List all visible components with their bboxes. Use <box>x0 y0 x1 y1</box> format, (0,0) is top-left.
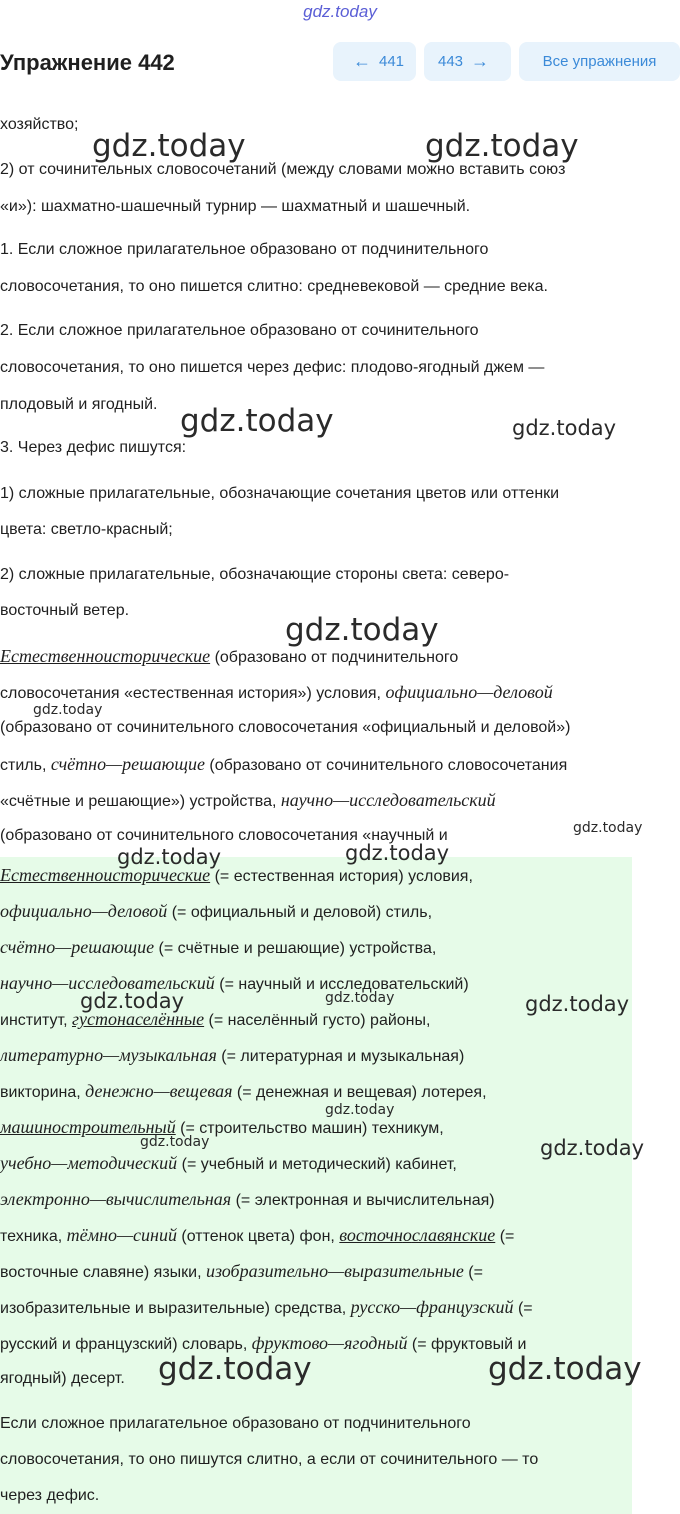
text-line: словосочетания, то оно пишется через дефис: плодово-ягодный джем — <box>0 359 545 376</box>
text-line: 2) сложные прилагательные, обозначающие стороны света: северо- <box>0 566 510 583</box>
word: официально—деловой <box>385 682 553 702</box>
text-line: (образовано от сочинительного словосочетания «официальный и деловой») <box>0 719 571 736</box>
watermark: gdz.today <box>425 128 579 164</box>
answer-line: электронно—вычислительная (= электронная и вычислительная) <box>0 1189 495 1209</box>
next-exercise-label: 443 <box>437 53 464 70</box>
watermark: gdz.today <box>540 1136 645 1160</box>
answer-line: официально—деловой (= официальный и деловой) стиль, <box>0 901 433 921</box>
text-line: 2. Если сложное прилагательное образовано от сочинительного <box>0 322 479 339</box>
watermark: gdz.today <box>33 702 103 718</box>
text-line: хозяйство; <box>0 116 79 133</box>
word: тёмно—синий <box>66 1225 177 1245</box>
answer-line: словосочетания, то оно пишутся слитно, а если от сочинительного — то <box>0 1451 539 1468</box>
next-exercise-button[interactable] <box>424 42 511 81</box>
text-line: 2) от сочинительных словосочетаний (между словами можно вставить союз <box>0 161 566 178</box>
word: фруктово—ягодный <box>251 1333 408 1353</box>
answer-line: научно—исследовательский (= научный и исследовательский) <box>0 973 469 993</box>
word: русско—французский <box>350 1297 514 1317</box>
text-line: восточный ветер. <box>0 602 130 619</box>
prev-exercise-label: 441 <box>378 53 405 70</box>
text-line: плодовый и ягодный. <box>0 396 158 413</box>
answer-line: литературно—музыкальная (= литературная и музыкальная) <box>0 1045 465 1065</box>
answer-line: восточные славяне) языки, изобразительно—выразительные (= <box>0 1261 483 1281</box>
site-watermark-top[interactable]: gdz.today <box>303 2 377 21</box>
text-line: 1. Если сложное прилагательное образовано от подчинительного <box>0 241 489 258</box>
word: научно—исследовательский <box>0 973 215 993</box>
answer-line: ягодный) десерт. <box>0 1370 125 1387</box>
text-line: (образовано от сочинительного словосочетания «научный и <box>0 827 448 844</box>
text-line: цвета: светло-красный; <box>0 521 173 538</box>
arrow-right-icon: → <box>471 51 490 71</box>
word: литературно—музыкальная <box>0 1045 217 1065</box>
word: восточнославянские <box>339 1225 496 1245</box>
page-title: Упражнение 442 <box>0 50 175 75</box>
answer-line: русский и французский) словарь, фруктово—ягодный (= фруктовый и <box>0 1333 527 1353</box>
text-line: 1) сложные прилагательные, обозначающие сочетания цветов или оттенки <box>0 485 560 502</box>
answer-line: техника, тёмно—синий (оттенок цвета) фон, восточнославянские (= <box>0 1225 515 1245</box>
text-line: Естественноисторические (образовано от подчинительного <box>0 646 459 666</box>
word: счётно—решающие <box>50 754 205 774</box>
all-exercises-button[interactable] <box>519 42 680 81</box>
watermark: gdz.today <box>325 990 395 1006</box>
text-line: «счётные и решающие») устройства, научно—исследовательский <box>0 790 496 810</box>
word: густонаселённые <box>72 1009 205 1029</box>
watermark: gdz.today <box>345 841 450 865</box>
watermark: gdz.today <box>285 612 439 648</box>
text-line: стиль, счётно—решающие (образовано от сочинительного словосочетания <box>0 754 568 774</box>
word: электронно—вычислительная <box>0 1189 232 1209</box>
answer-line: учебно—методический (= учебный и методический) кабинет, <box>0 1153 457 1173</box>
answer-line: через дефис. <box>0 1487 100 1504</box>
answer-line: институт, густонаселённые (= населённый густо) районы, <box>0 1009 431 1029</box>
word: Естественноисторические <box>0 646 211 666</box>
text-line: словосочетания «естественная история») условия, официально—деловой <box>0 682 553 702</box>
answer-line: Естественноисторические (= естественная история) условия, <box>0 865 473 885</box>
watermark: gdz.today <box>525 992 630 1016</box>
watermark: gdz.today <box>180 403 334 439</box>
word: официально—деловой <box>0 901 168 921</box>
watermark: gdz.today <box>140 1134 210 1150</box>
watermark: gdz.today <box>325 1102 395 1118</box>
prev-exercise-button[interactable] <box>333 42 416 81</box>
answer-line: счётно—решающие (= счётные и решающие) устройства, <box>0 937 437 957</box>
word: Естественноисторические <box>0 865 211 885</box>
word: счётно—решающие <box>0 937 155 957</box>
watermark: gdz.today <box>573 820 643 836</box>
watermark: gdz.today <box>158 1351 312 1387</box>
text-line: «и»): шахматно-шашечный турнир — шахматный и шашечный. <box>0 198 471 215</box>
watermark: gdz.today <box>80 989 185 1013</box>
word: изобразительно—выразительные <box>205 1261 464 1281</box>
watermark: gdz.today <box>512 416 617 440</box>
watermark: gdz.today <box>92 128 246 164</box>
answer-line: викторина, денежно—вещевая (= денежная и вещевая) лотерея, <box>0 1081 487 1101</box>
watermark: gdz.today <box>117 845 222 869</box>
word: научно—исследовательский <box>280 790 496 810</box>
watermark: gdz.today <box>488 1351 642 1387</box>
answer-line: машиностроительный (= строительство машин) техникум, <box>0 1117 444 1137</box>
answer-line: Если сложное прилагательное образовано от подчинительного <box>0 1415 471 1432</box>
word: денежно—вещевая <box>85 1081 233 1101</box>
all-exercises-label: Все упражнения <box>542 53 657 70</box>
arrow-left-icon: ← <box>352 51 371 71</box>
text-line: 3. Через дефис пишутся: <box>0 439 187 456</box>
word: машиностроительный <box>0 1117 176 1137</box>
answer-line: изобразительные и выразительные) средства, русско—французский (= <box>0 1297 533 1317</box>
word: учебно—методический <box>0 1153 178 1173</box>
text-line: словосочетания, то оно пишется слитно: средневековой — средние века. <box>0 278 548 295</box>
